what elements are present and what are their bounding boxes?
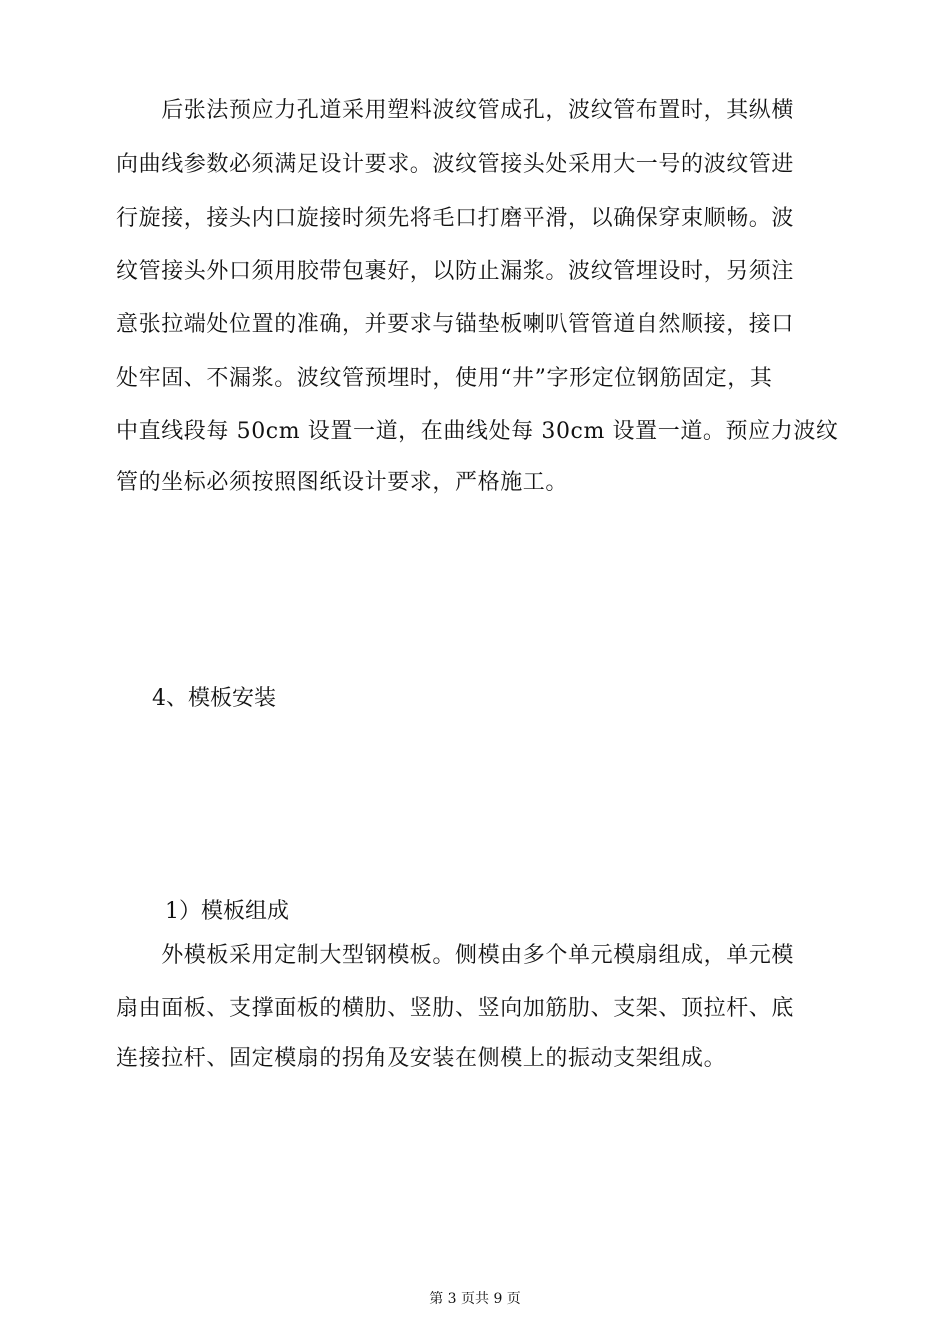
paragraph-line: 向曲线参数必须满足设计要求。波纹管接头处采用大一号的波纹管进 bbox=[116, 152, 795, 177]
paragraph-line: 行旋接，接头内口旋接时须先将毛口打磨平滑，以确保穿束顺畅。波 bbox=[116, 206, 795, 231]
paragraph-line: 管的坐标必须按照图纸设计要求，严格施工。 bbox=[116, 470, 569, 495]
page-number-footer: 第 3 页共 9 页 bbox=[429, 1291, 521, 1307]
paragraph-line: 连接拉杆、固定模扇的拐角及安装在侧模上的振动支架组成。 bbox=[116, 1046, 727, 1071]
paragraph-line: 中直线段每 50cm 设置一道，在曲线处每 30cm 设置一道。预应力波纹 bbox=[116, 419, 839, 444]
paragraph-line: 意张拉端处位置的准确，并要求与锚垫板喇叭管管道自然顺接，接口 bbox=[116, 312, 795, 337]
subsection-heading: 1）模板组成 bbox=[165, 899, 289, 924]
paragraph-line: 后张法预应力孔道采用塑料波纹管成孔，波纹管布置时，其纵横 bbox=[116, 98, 795, 123]
paragraph-line: 纹管接头外口须用胶带包裹好，以防止漏浆。波纹管埋设时，另须注 bbox=[116, 259, 795, 284]
section-heading: 4、模板安装 bbox=[152, 686, 276, 711]
paragraph-line: 处牢固、不漏浆。波纹管预埋时，使用“井”字形定位钢筋固定，其 bbox=[116, 366, 773, 391]
paragraph-line: 外模板采用定制大型钢模板。侧模由多个单元模扇组成，单元模 bbox=[116, 943, 795, 968]
paragraph-line: 扇由面板、支撑面板的横肋、竖肋、竖向加筋肋、支架、顶拉杆、底 bbox=[116, 996, 795, 1021]
